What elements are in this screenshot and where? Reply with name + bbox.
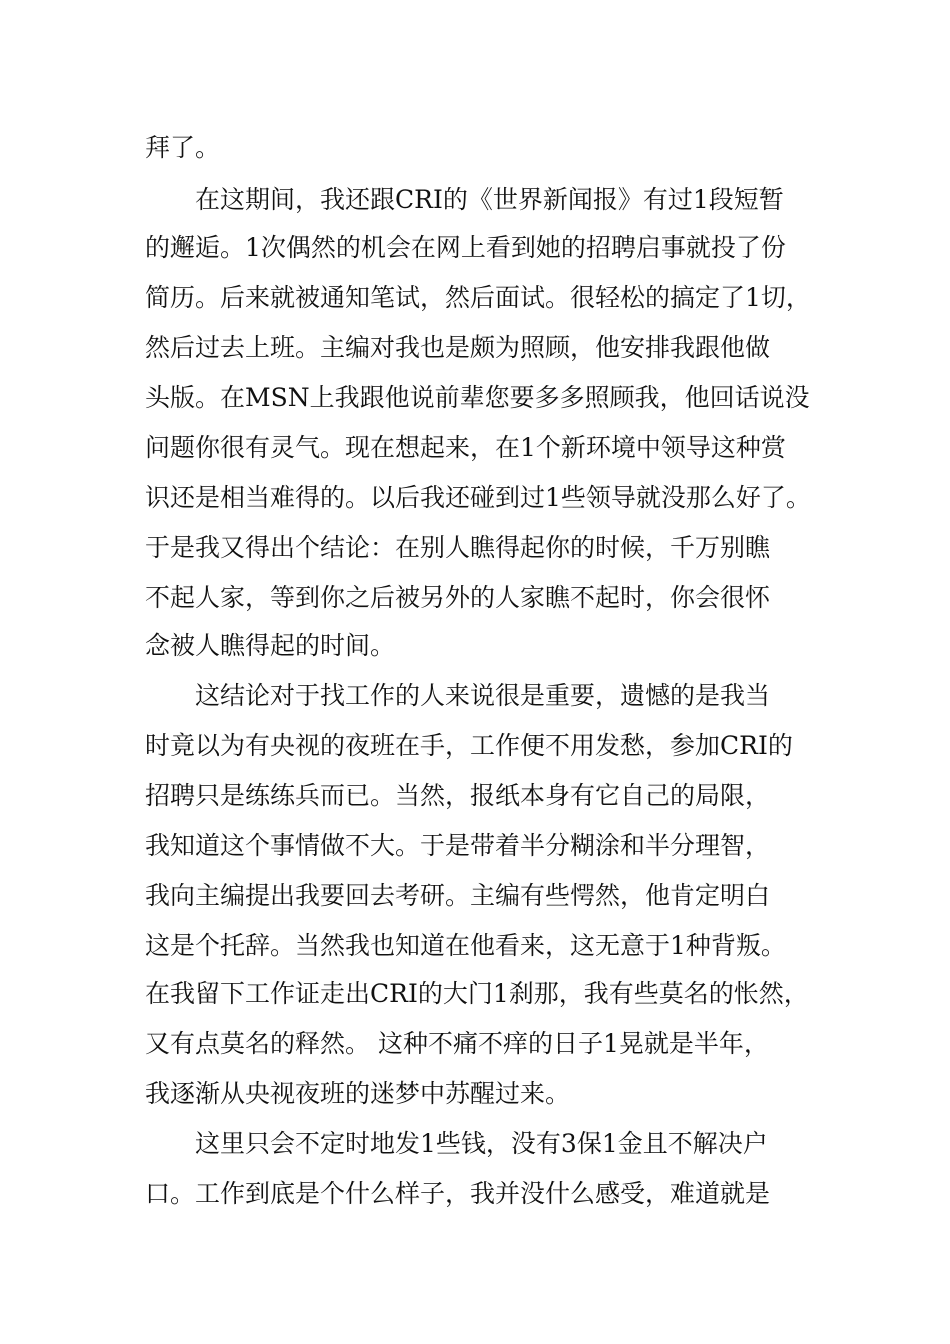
text-line: 在我留下工作证走出CRI的大门1刹那，我有些莫名的怅然， bbox=[145, 979, 809, 1008]
text-line: 在这期间，我还跟CRI的《世界新闻报》有过1段短暂 bbox=[145, 185, 784, 214]
text-line: 这结论对于找工作的人来说很是重要，遗憾的是我当 bbox=[145, 681, 771, 710]
text-line: 我逐渐从央视夜班的迷梦中苏醒过来。 bbox=[145, 1079, 571, 1108]
text-line: 口。工作到底是个什么样子，我并没什么感受，难道就是 bbox=[145, 1179, 771, 1208]
text-line: 拜了。 bbox=[145, 133, 221, 162]
text-line: 我向主编提出我要回去考研。主编有些愕然，他肯定明白 bbox=[145, 881, 771, 910]
text-line: 这里只会不定时地发1些钱，没有3保1金且不解决户 bbox=[145, 1129, 768, 1158]
text-line: 识还是相当难得的。以后我还碰到过1些领导就没那么好了。 bbox=[145, 483, 811, 512]
text-line: 念被人瞧得起的时间。 bbox=[145, 631, 396, 660]
text-line: 问题你很有灵气。现在想起来，在1个新环境中领导这种赏 bbox=[145, 433, 786, 462]
text-line: 时竟以为有央视的夜班在手，工作便不用发愁，参加CRI的 bbox=[145, 731, 793, 760]
text-line: 然后过去上班。主编对我也是颇为照顾，他安排我跟他做 bbox=[145, 333, 771, 362]
text-line: 头版。在MSN上我跟他说前辈您要多多照顾我，他回话说没 bbox=[145, 383, 810, 412]
text-line: 于是我又得出个结论：在别人瞧得起你的时候，千万别瞧 bbox=[145, 533, 771, 562]
text-line: 简历。后来就被通知笔试，然后面试。很轻松的搞定了1切， bbox=[145, 283, 811, 312]
text-line: 招聘只是练练兵而已。当然，报纸本身有它自己的局限， bbox=[145, 781, 771, 810]
text-line: 又有点莫名的释然。 这种不痛不痒的日子1晃就是半年， bbox=[145, 1029, 769, 1058]
text-line: 这是个托辞。当然我也知道在他看来，这无意于1种背叛。 bbox=[145, 931, 786, 960]
text-line: 不起人家，等到你之后被另外的人家瞧不起时，你会很怀 bbox=[145, 583, 771, 612]
text-line: 的邂逅。1次偶然的机会在网上看到她的招聘启事就投了份 bbox=[145, 233, 786, 262]
text-line: 我知道这个事情做不大。于是带着半分糊涂和半分理智， bbox=[145, 831, 771, 860]
